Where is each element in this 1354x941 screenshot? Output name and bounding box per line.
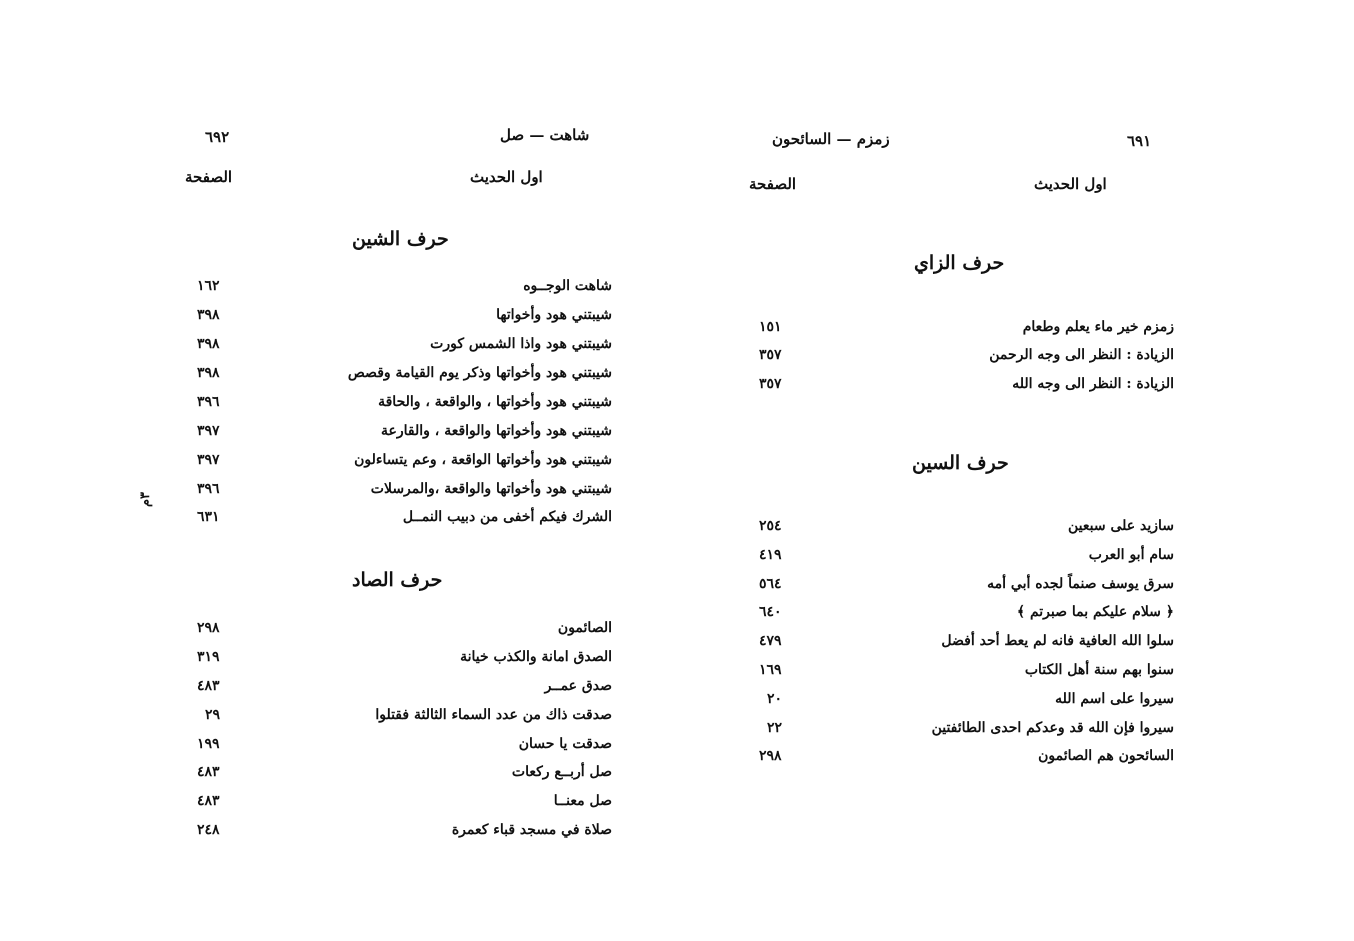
entry-text: صلاة في مسجد قباء كعمرة <box>451 822 612 838</box>
entry-page: ٥٦٤ <box>759 576 782 592</box>
section-heading: حرف السين <box>912 452 1009 474</box>
column-header-page: الصفحة <box>749 175 797 193</box>
section-heading: حرف الشين <box>352 228 449 250</box>
entry-page: ٣٥٧ <box>759 376 782 392</box>
margin-note: ٣م <box>138 491 154 508</box>
entry-page: ١٩٩ <box>197 736 220 752</box>
entry-page: ٤٨٣ <box>197 764 220 780</box>
entry-page: ١٦٢ <box>197 278 220 294</box>
entry-page: ١٥١ <box>759 319 782 335</box>
entry-text: الصدق امانة والكذب خيانة <box>460 649 612 665</box>
entry-text: صل معنــا <box>553 793 612 809</box>
column-header-hadith: اول الحديث <box>1034 175 1107 193</box>
entry-page: ٣٩٨ <box>197 336 220 352</box>
entry-text: السائحون هم الصائمون <box>1038 748 1174 764</box>
entry-page: ٣٩٧ <box>197 452 220 468</box>
entry-text: شيبتني هود واذا الشمس كورت <box>430 336 612 352</box>
entry-text: الشرك فيكم أخفى من دبيب النمــل <box>402 509 612 525</box>
entry-page: ٢٥٤ <box>759 518 782 534</box>
entry-page: ٣٩٧ <box>197 423 220 439</box>
entry-text: صل أربــع ركعات <box>511 764 612 780</box>
entry-page: ١٦٩ <box>759 662 782 678</box>
section-heading: حرف الزاي <box>914 252 1005 274</box>
entry-page: ٤٧٩ <box>759 633 782 649</box>
entry-text: الزيادة : النظر الى وجه الرحمن <box>989 347 1174 363</box>
column-header-page: الصفحة <box>185 168 233 186</box>
entry-text: سازيد على سبعين <box>1068 518 1174 534</box>
entry-page: ٢٢ <box>767 720 783 736</box>
entry-text: سام أبو العرب <box>1088 547 1174 563</box>
entry-text: صدقت ذاك من عدد السماء الثالثة فقتلوا <box>375 707 612 723</box>
entry-text: سلوا الله العافية فانه لم يعط أحد أفضل <box>941 633 1174 649</box>
entry-text: شيبتني هود وأخواتها والواقعة ،والمرسلات <box>370 481 612 497</box>
entry-text: شيبتني هود وأخواتها الواقعة ، وعم يتساءلون <box>354 452 612 468</box>
entry-page: ٣١٩ <box>197 649 220 665</box>
page-number: ٦٩٢ <box>205 128 230 146</box>
entry-page: ٤٨٣ <box>197 793 220 809</box>
entry-text: شيبتني هود وأخواتها <box>496 307 612 323</box>
entry-page: ٢٩٨ <box>759 748 782 764</box>
entry-text: سرق يوسف صنماً لجده أبي أمه <box>987 576 1174 592</box>
entry-text: زمزم خير ماء يعلم وطعام <box>1022 319 1174 335</box>
entry-page: ٣٩٨ <box>197 365 220 381</box>
entry-page: ٢٠ <box>767 691 783 707</box>
page-number: ٦٩١ <box>1127 132 1152 150</box>
entry-page: ٣٥٧ <box>759 347 782 363</box>
entry-page: ٦٣١ <box>197 509 220 525</box>
entry-text: سيروا على اسم الله <box>1055 691 1174 707</box>
entry-page: ٣٩٦ <box>197 481 220 497</box>
entry-text: صدق عمــر <box>544 678 612 694</box>
entry-text: الصائمون <box>557 620 612 636</box>
entry-text: سيروا فإن الله قد وعدكم احدى الطائفتين <box>931 720 1174 736</box>
entry-page: ٣٩٨ <box>197 307 220 323</box>
column-header-hadith: اول الحديث <box>470 168 543 186</box>
entry-page: ٢٩٨ <box>197 620 220 636</box>
entry-text: صدقت يا حسان <box>518 736 612 752</box>
entry-text: شيبتني هود وأخواتها ، والواقعة ، والحاقة <box>378 394 612 410</box>
entry-page: ٤٨٣ <box>197 678 220 694</box>
entry-page: ٤١٩ <box>759 547 782 563</box>
entry-page: ٢٤٨ <box>197 822 220 838</box>
entry-text: سنوا بهم سنة أهل الكتاب <box>1024 662 1174 678</box>
right-page <box>677 0 1354 941</box>
entry-text: شيبتني هود وأخواتها والواقعة ، والقارعة <box>381 423 612 439</box>
entry-page: ٦٤٠ <box>759 604 782 620</box>
running-title: شاهت — صل <box>500 126 590 144</box>
entry-text: شاهت الوجــوه <box>523 278 612 294</box>
entry-text: الزيادة : النظر الى وجه الله <box>1012 376 1174 392</box>
section-heading: حرف الصاد <box>352 569 443 591</box>
entry-text: شيبتني هود وأخواتها وذكر يوم القيامة وقصص <box>347 365 612 381</box>
entry-page: ٢٩ <box>205 707 221 723</box>
running-title: زمزم — السائحون <box>772 130 890 148</box>
entry-text: ﴿ سلام عليكم بما صبرتم ﴾ <box>1016 604 1174 620</box>
entry-page: ٣٩٦ <box>197 394 220 410</box>
